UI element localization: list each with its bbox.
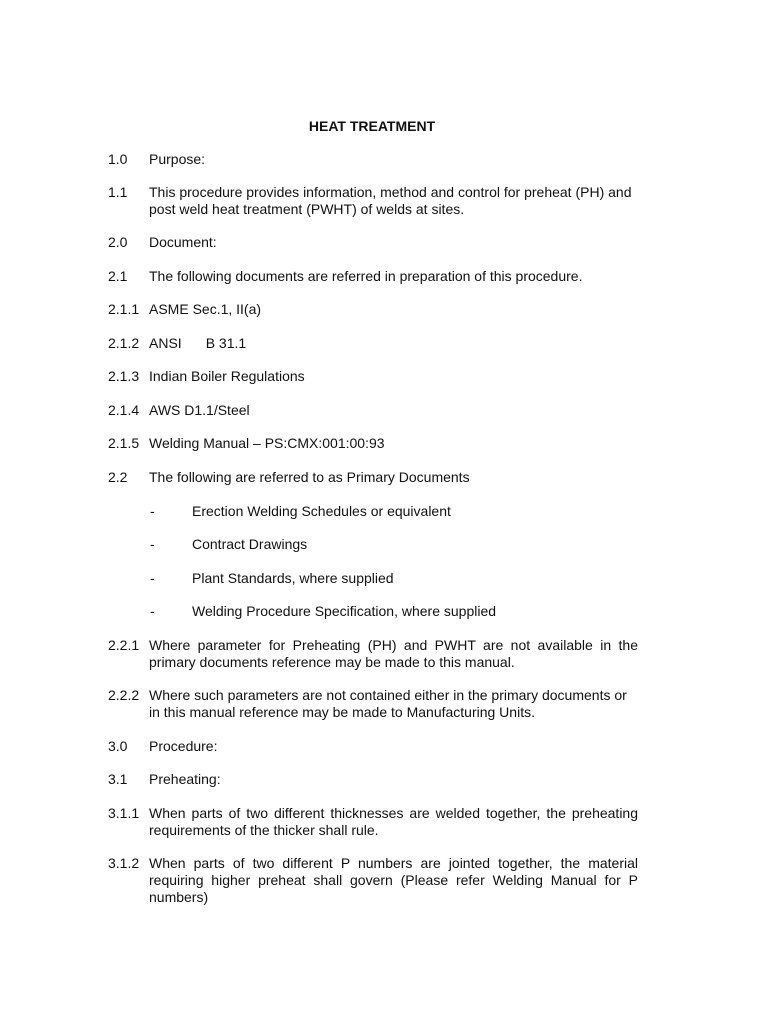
section-text: When parts of two different thicknesses are welded together, the preheating requirements of the thicker shall rule. (149, 805, 638, 838)
section-heading: Purpose: (149, 151, 206, 167)
section-number: 2.1.5 (108, 435, 140, 451)
bullet-item: Erection Welding Schedules or equivalent (192, 503, 451, 519)
section-number: 3.1.2 (108, 855, 140, 871)
standard-code: B 31.1 (205, 335, 247, 351)
section-number: 2.1.2 (108, 335, 140, 351)
standard-name: ANSI (149, 335, 182, 351)
bullet-dash: - (150, 503, 155, 519)
section-text: ASME Sec.1, II(a) (149, 301, 262, 317)
bullet-item: Welding Procedure Specification, where supplied (192, 603, 497, 619)
section-number: 3.1.1 (108, 805, 140, 821)
section-text: This procedure provides information, method and control for preheat (PH) and post weld heat treatment (PWHT) of welds at sites. (149, 184, 632, 217)
section-text: Where such parameters are not contained either in the primary documents or in this manual reference may be made to Manufacturing Units. (149, 687, 627, 720)
section-number: 2.1.4 (108, 402, 140, 418)
section-number: 3.1 (108, 771, 128, 787)
bullet-dash: - (150, 536, 155, 552)
section-heading: Document: (149, 234, 217, 250)
section-text: The following are referred to as Primary Documents (149, 469, 470, 485)
document-title: HEAT TREATMENT (308, 118, 436, 134)
section-number: 2.2.1 (108, 637, 140, 653)
section-text: Welding Manual – PS:CMX:001:00:93 (149, 435, 385, 451)
section-text: Where parameter for Preheating (PH) and PWHT are not available in the primary documents reference may be made to this manual. (149, 637, 638, 670)
section-heading: Procedure: (149, 738, 218, 754)
section-text: When parts of two different P numbers are jointed together, the material requiring higher preheat shall govern (Please refer Welding Manual for P numbers) (149, 855, 638, 905)
section-number: 2.2 (108, 469, 128, 485)
bullet-item: Plant Standards, where supplied (192, 570, 394, 586)
section-heading: Preheating: (149, 771, 221, 787)
section-text (149, 335, 638, 352)
section-number: 2.1 (108, 268, 128, 284)
section-text: The following documents are referred in preparation of this procedure. (149, 268, 583, 284)
bullet-dash: - (150, 603, 155, 619)
section-number: 3.0 (108, 738, 128, 754)
bullet-item: Contract Drawings (192, 536, 308, 552)
section-number: 1.0 (108, 151, 128, 167)
section-number: 1.1 (108, 184, 128, 200)
section-text: Indian Boiler Regulations (149, 368, 305, 384)
section-number: 2.0 (108, 234, 128, 250)
bullet-dash: - (150, 570, 155, 586)
section-number: 2.1.3 (108, 368, 140, 384)
section-number: 2.1.1 (108, 301, 140, 317)
section-number: 2.2.2 (108, 687, 140, 703)
section-text: AWS D1.1/Steel (149, 402, 250, 418)
